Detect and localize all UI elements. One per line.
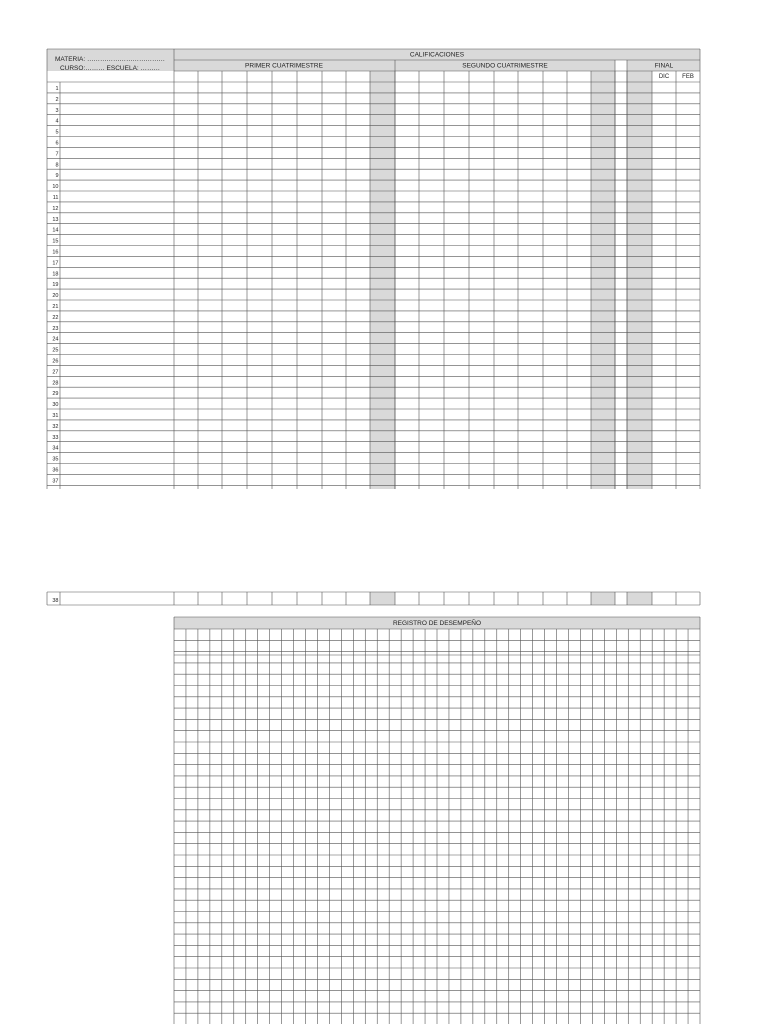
row-number: 19 xyxy=(52,282,59,289)
shaded-cell xyxy=(370,592,395,605)
row-number: 22 xyxy=(52,314,59,321)
row-number: 15 xyxy=(52,238,59,245)
row-number: 5 xyxy=(55,129,59,136)
row-number: 13 xyxy=(52,216,59,223)
row-number: 21 xyxy=(52,304,59,310)
row-number: 20 xyxy=(52,293,59,300)
shaded-column xyxy=(370,71,395,489)
row-number: 8 xyxy=(55,162,59,169)
row-number: 9 xyxy=(55,173,59,180)
row-number: 32 xyxy=(52,423,59,430)
calificaciones-title: CALIFICACIONES xyxy=(409,51,465,59)
row-number: 18 xyxy=(52,271,59,278)
shaded-column xyxy=(591,71,615,489)
row-number: 29 xyxy=(52,391,59,398)
row-number: 7 xyxy=(55,151,59,158)
row-number: 17 xyxy=(52,260,59,267)
materia-label: MATERIA: ……………………………… xyxy=(54,56,166,63)
row-number: 31 xyxy=(52,413,59,419)
row-number: 35 xyxy=(52,456,59,463)
shaded-cell xyxy=(627,592,652,605)
segundo-cuatrimestre-title: SEGUNDO CUATRIMESTRE xyxy=(462,62,548,70)
row-number: 36 xyxy=(52,467,59,474)
row-number: 3 xyxy=(55,107,59,114)
row-number: 16 xyxy=(52,249,59,256)
row-number: 11 xyxy=(52,195,59,201)
row-number: 24 xyxy=(52,336,59,343)
row-number: 12 xyxy=(52,205,59,212)
row-number: 37 xyxy=(52,478,59,485)
row-number: 30 xyxy=(52,402,59,409)
row-number: 4 xyxy=(55,118,59,125)
shaded-cell xyxy=(591,592,615,605)
row-number: 25 xyxy=(52,347,59,354)
row-number: 23 xyxy=(52,325,59,332)
row-number: 33 xyxy=(52,434,59,441)
shaded-column xyxy=(627,71,652,489)
row-number: 34 xyxy=(52,445,59,452)
row-number: 1 xyxy=(55,86,59,92)
registro-title: REGISTRO DE DESEMPEÑO xyxy=(392,620,482,627)
row-number: 27 xyxy=(52,369,59,376)
row-number: 6 xyxy=(55,140,59,147)
row-number: 14 xyxy=(52,227,59,234)
dic-label: DIC xyxy=(658,74,670,80)
primer-cuatrimestre-title: PRIMER CUATRIMESTRE xyxy=(245,62,323,70)
row-number: 26 xyxy=(52,358,59,365)
feb-label: FEB xyxy=(682,74,694,80)
final-title: FINAL xyxy=(654,62,674,70)
row-number: 38 xyxy=(52,598,59,604)
row-number: 28 xyxy=(52,380,59,387)
row-number: 2 xyxy=(55,96,59,103)
curso-escuela-label: CURSO:……… ESCUELA: ……… xyxy=(59,65,161,72)
row-number: 10 xyxy=(52,184,59,191)
